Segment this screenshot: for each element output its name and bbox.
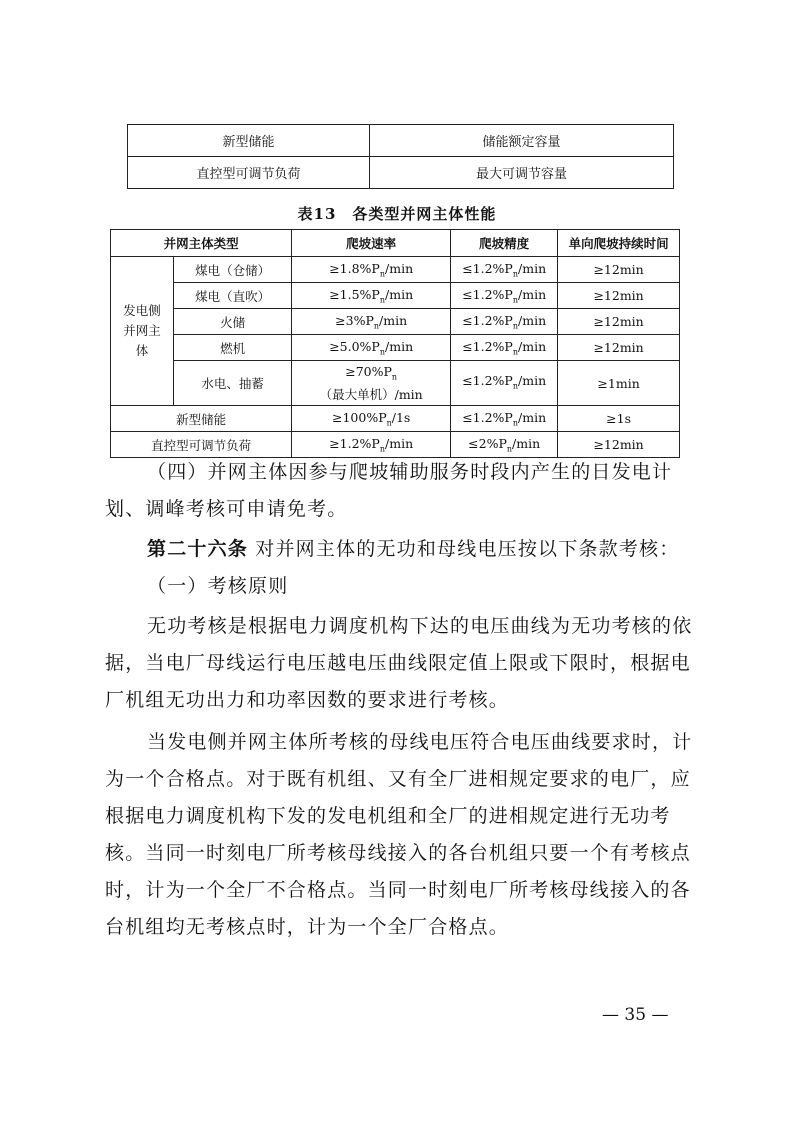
paragraph: 当发电侧并网主体所考核的母线电压符合电压曲线要求时，计为一个合格点。对于既有机组、又有全厂进相规定要求的电厂，应根据电力调度机构下发的发电机组和全厂的进相规定进行无功考核。当同一时刻电厂所考核母线接入的各台机组只要一个有考核点时，计为一个全厂不合格点。当同一时刻电厂所考核母线接入的各台机组均无考核点时，计为一个全厂合格点。: [105, 731, 693, 938]
unit: /min: [518, 409, 547, 425]
sub: n: [379, 444, 386, 454]
type-cell: 煤电（直吹）: [174, 283, 292, 309]
type-cell: 新型储能: [111, 406, 292, 432]
unit: /min: [385, 286, 414, 302]
table-row: [128, 125, 674, 157]
type-cell: 直控型可调节负荷: [111, 432, 292, 458]
precision-cell: [451, 406, 558, 432]
type-cell: 煤电（仓储）: [174, 257, 292, 283]
precision-value: ≤1.2%P: [462, 338, 513, 354]
rate-cell: [292, 335, 451, 361]
paragraph: 无功考核是根据电力调度机构下达的电压曲线为无功考核的依据，当电厂母线运行电压越电压曲线限定值上限或下限时，根据电厂机组无功出力和功率因数的要求进行考核。: [105, 615, 693, 711]
unit: /min: [518, 372, 547, 388]
sub: n: [512, 418, 519, 428]
rate-value: ≥1.2%P: [329, 435, 380, 451]
sub: n: [379, 295, 386, 305]
table-row: [111, 361, 680, 406]
column-header: 并网主体类型: [111, 230, 292, 257]
precision-value: ≤1.2%P: [462, 260, 513, 276]
rate-cell: [292, 361, 451, 406]
group-label-text: 发电侧并网主体: [123, 303, 161, 358]
precision-cell: [451, 283, 558, 309]
precision-value: ≤1.2%P: [462, 312, 513, 328]
rate-value: ≥5.0%P: [329, 338, 380, 354]
group-label: [111, 257, 174, 406]
precision-cell: [451, 257, 558, 283]
table-row: [111, 335, 680, 361]
unit: /min: [518, 260, 547, 276]
sub: n: [512, 321, 519, 331]
rate-value: ≥1.8%P: [329, 260, 380, 276]
article-paragraph: [105, 531, 705, 568]
unit: （最大单机）/min: [319, 386, 423, 402]
rate-cell: [292, 309, 451, 335]
sub: n: [512, 347, 519, 357]
table-caption: 表13 各类型并网主体性能: [297, 205, 497, 223]
duration-cell: ≥1min: [558, 361, 680, 406]
duration-cell: ≥12min: [558, 309, 680, 335]
article-text: 对并网主体的无功和母线电压按以下条款考核：: [248, 538, 680, 560]
duration-cell: ≥1s: [558, 406, 680, 432]
type-cell: 火储: [174, 309, 292, 335]
table-row: [111, 257, 680, 283]
section-heading: （一）考核原则: [147, 575, 289, 597]
table-row: [111, 283, 680, 309]
rate-value: ≥3%P: [335, 312, 374, 328]
performance-table: [110, 229, 680, 458]
sub: n: [379, 347, 386, 357]
rate-cell: [292, 406, 451, 432]
table-cell: 储能额定容量: [370, 125, 674, 157]
rate-cell: [292, 283, 451, 309]
rate-value: ≥100%P: [331, 409, 387, 425]
capacity-table: [127, 124, 674, 189]
body-text: [105, 454, 705, 946]
precision-cell: [451, 335, 558, 361]
sub: n: [512, 295, 519, 305]
table-cell: 新型储能: [128, 125, 370, 157]
precision-value: ≤2%P: [468, 435, 507, 451]
rate-cell: [292, 257, 451, 283]
paragraph: （四）并网主体因参与爬坡辅助服务时段内产生的日发电计划、调峰考核可申请免考。: [105, 461, 673, 520]
precision-value: ≤1.2%P: [462, 286, 513, 302]
sub: n: [373, 321, 380, 331]
type-cell: 水电、抽蓄: [174, 361, 292, 406]
precision-value: ≤1.2%P: [462, 372, 513, 388]
precision-cell: [451, 361, 558, 406]
rate-value: ≥70%P: [345, 364, 392, 380]
sub: n: [379, 269, 386, 279]
type-cell: 燃机: [174, 335, 292, 361]
sub: n: [506, 444, 513, 454]
unit: /min: [518, 338, 547, 354]
unit: /min: [512, 435, 541, 451]
article-number: 第二十六条: [147, 538, 249, 560]
duration-cell: ≥12min: [558, 432, 680, 458]
unit: /min: [385, 338, 414, 354]
sub: n: [512, 269, 519, 279]
sub: n: [386, 418, 392, 428]
duration-cell: ≥12min: [558, 257, 680, 283]
column-header: 爬坡精度: [451, 230, 558, 257]
precision-cell: [451, 309, 558, 335]
table-header-row: [111, 230, 680, 257]
table-row: [128, 157, 674, 189]
page-number: — 35 —: [602, 1005, 669, 1025]
table-row: [111, 309, 680, 335]
column-header: 爬坡速率: [292, 230, 451, 257]
duration-cell: ≥12min: [558, 335, 680, 361]
precision-value: ≤1.2%P: [462, 409, 513, 425]
table-row: [111, 406, 680, 432]
unit: /min: [385, 435, 414, 451]
duration-cell: ≥12min: [558, 283, 680, 309]
table-cell: 最大可调节容量: [370, 157, 674, 189]
unit: /1s: [391, 409, 411, 425]
unit: /min: [518, 286, 547, 302]
sub: n: [391, 372, 398, 382]
sub: n: [512, 381, 519, 391]
unit: /min: [385, 260, 414, 276]
rate-value: ≥1.5%P: [329, 286, 380, 302]
column-header: 单向爬坡持续时间: [558, 230, 680, 257]
unit: /min: [379, 312, 408, 328]
table-cell: 直控型可调节负荷: [128, 157, 370, 189]
unit: /min: [518, 312, 547, 328]
